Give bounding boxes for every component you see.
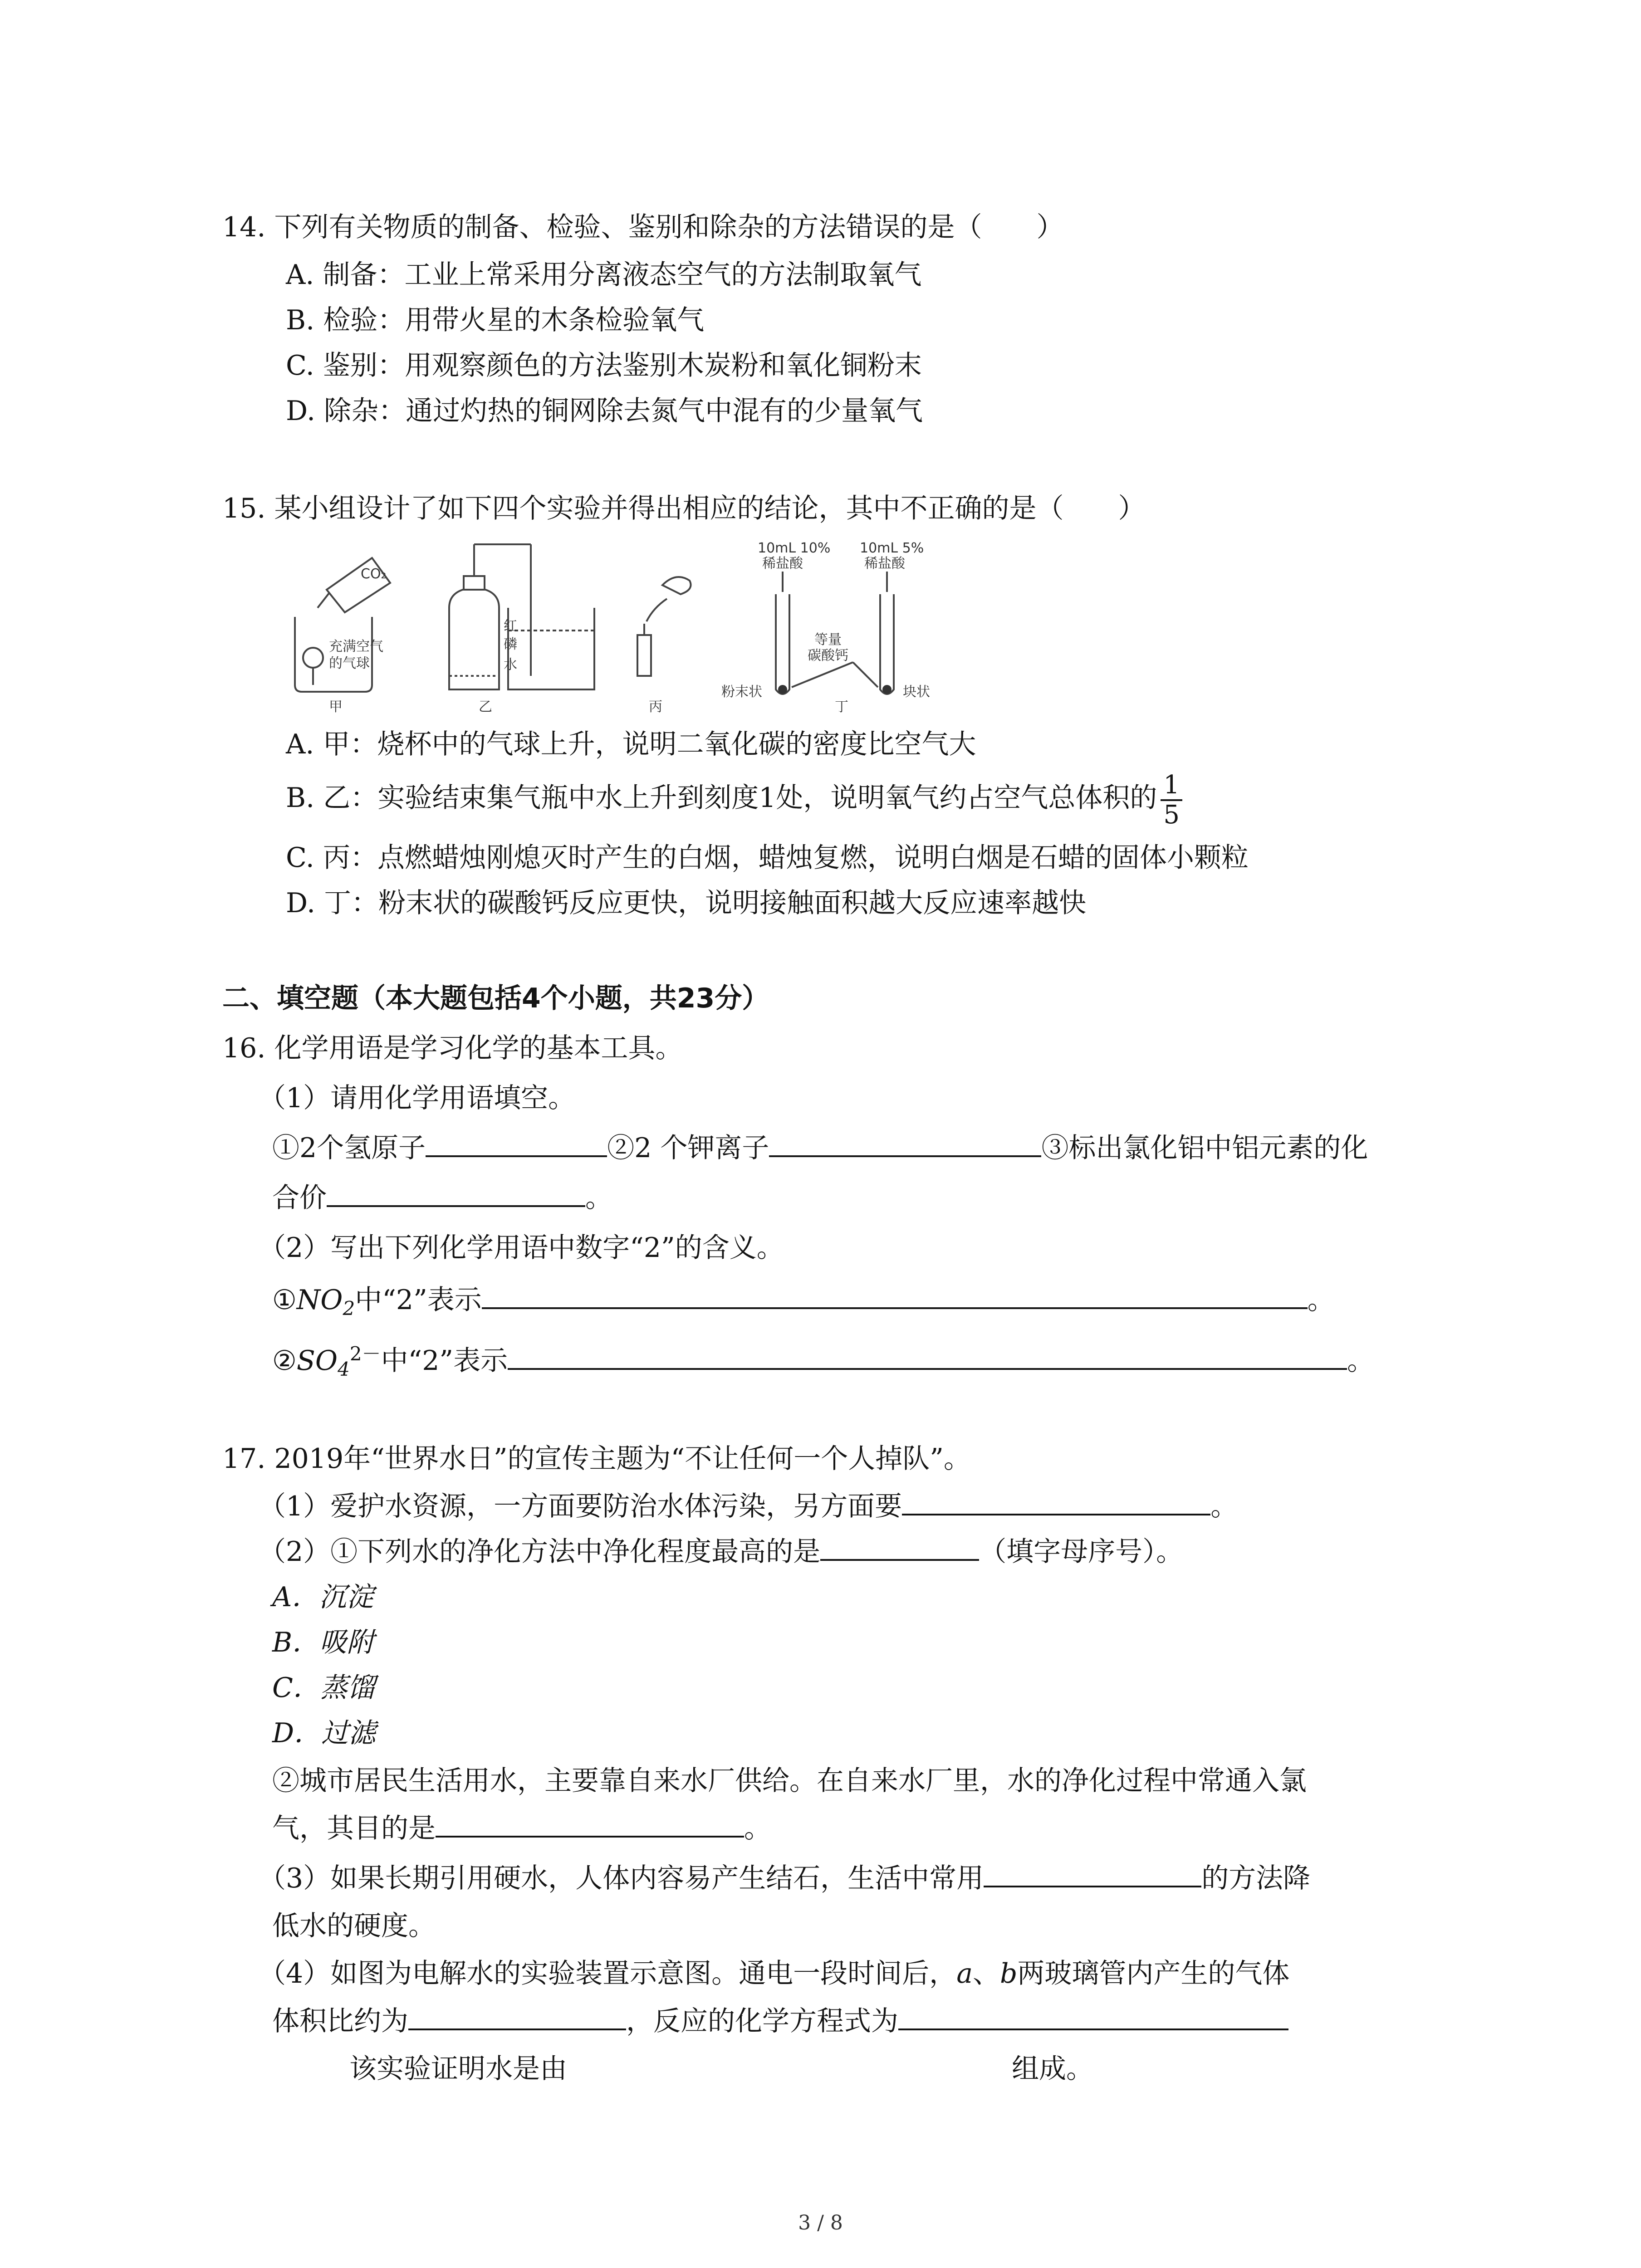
q14-option-b: B. 检验：用带火星的木条检验氧气 — [286, 304, 705, 336]
answer-blank-purification[interactable] — [820, 1536, 979, 1561]
q14-option-c: C. 鉴别：用观察颜色的方法鉴别木炭粉和氧化铜粉末 — [286, 350, 922, 381]
answer-blank-chlorine[interactable] — [436, 1813, 744, 1838]
label-balloon-2: 的气球 — [329, 655, 370, 671]
q17-part-1 — [259, 1490, 1238, 1523]
q14-option-a: A. 制备：工业上常采用分离液态空气的方法制取氧气 — [286, 259, 922, 291]
q17-part-4b-mid: ，反应的化学方程式为 — [626, 2005, 898, 2037]
label-ding: 丁 — [835, 699, 848, 715]
lump-marker — [882, 685, 892, 694]
label-balloon-1: 充满空气 — [329, 639, 383, 655]
q16-no2-line — [272, 1284, 1335, 1320]
q15-option-b-text: B. 乙：实验结束集气瓶中水上升到刻度1处，说明氧气约占空气总体积的 — [286, 782, 1157, 814]
period: 。 — [585, 1182, 612, 1214]
label-powder: 粉末状 — [721, 684, 762, 700]
experiment-illustration — [286, 540, 994, 717]
q17-part-4a-tail: 两玻璃管内产生的气体 — [1017, 1958, 1290, 1989]
label-phos: 磷 — [504, 636, 517, 652]
q17-part-4a-text: （4）如图为电解水的实验装置示意图。通电一段时间后， — [259, 1958, 957, 1989]
label-equal-1: 等量 — [814, 632, 842, 648]
page-number: 3 / 8 — [798, 2211, 843, 2234]
formula-so-charge: 2－ — [349, 1343, 381, 1365]
fraction-denominator: 5 — [1163, 800, 1180, 830]
q17-part-3a-text: （3）如果长期引用硬水，人体内容易产生结石，生活中常用 — [259, 1862, 984, 1894]
q17-option-d: D．过滤 — [272, 1717, 376, 1749]
answer-blank-so4[interactable] — [508, 1345, 1347, 1370]
q17-part-4a — [259, 1957, 1289, 1990]
answer-blank-potassium[interactable] — [769, 1133, 1041, 1157]
q16-part-1: （1）请用化学用语填空。 — [259, 1082, 576, 1114]
period: 。 — [1210, 1491, 1238, 1522]
q16-so4-line — [272, 1343, 1374, 1381]
formula-so: SO — [296, 1345, 338, 1377]
q16-valence-label: 合价 — [272, 1182, 327, 1214]
q15-option-a: A. 甲：烧杯中的气球上升，说明二氧化碳的密度比空气大 — [286, 728, 976, 760]
answer-blank-volume-ratio[interactable] — [408, 2006, 626, 2030]
label-co2: CO₂ — [361, 566, 387, 582]
label-acid2-a: 10mL 5% — [860, 540, 924, 556]
q16-no2-meaning-label: 中“2”表示 — [355, 1284, 482, 1316]
label-bing: 丙 — [649, 699, 662, 715]
answer-blank-water-protection[interactable] — [902, 1491, 1210, 1515]
section-2-heading: 二、填空题（本大题包括4个小题，共23分） — [222, 982, 769, 1014]
separator: 、 — [972, 1958, 1000, 1989]
q17-part-4c-text: 该实验证明水是由 — [349, 2053, 567, 2085]
answer-blank-softening[interactable] — [984, 1863, 1201, 1887]
q16-hydrogen-label: ①2个氢原子 — [272, 1132, 426, 1164]
q14-stem: 14. 下列有关物质的制备、检验、鉴别和除杂的方法错误的是（ ） — [222, 211, 1064, 243]
label-jia: 甲 — [329, 699, 343, 715]
q17-part-1-text: （1）爱护水资源，一方面要防治水体污染，另方面要 — [259, 1491, 902, 1522]
q14-option-d: D. 除杂：通过灼热的铜网除去氮气中混有的少量氧气 — [286, 395, 923, 427]
q17-part-2c-text: 气，其目的是 — [272, 1813, 436, 1844]
q16-aluminium-label: ③标出氯化铝中铝元素的化 — [1041, 1132, 1368, 1164]
q17-part-2c — [272, 1812, 771, 1845]
q17-option-a: A．沉淀 — [272, 1581, 374, 1613]
q17-part-4c-tail: 组成。 — [1012, 2053, 1093, 2085]
formula-no-subscript: 2 — [343, 1297, 355, 1320]
powder-marker — [778, 685, 787, 694]
label-water: 水 — [504, 657, 517, 673]
q17-part-2b: ②城市居民生活用水，主要靠自来水厂供给。在自来水厂里，水的净化过程中常通入氯 — [272, 1765, 1307, 1797]
label-red: 红 — [504, 618, 517, 634]
q15-experiment-figure — [286, 540, 994, 717]
label-acid1-b: 稀盐酸 — [762, 556, 803, 572]
label-equal-2: 碳酸钙 — [808, 648, 848, 664]
q17-option-c: C．蒸馏 — [272, 1672, 375, 1704]
q16-part-2: （2）写出下列化学用语中数字“2”的含义。 — [259, 1232, 784, 1264]
q17-option-b: B．吸附 — [272, 1627, 374, 1658]
answer-blank-equation[interactable] — [898, 2006, 1288, 2030]
q17-part-2-text: （2）①下列水的净化方法中净化程度最高的是 — [259, 1536, 821, 1568]
q16-line-2 — [272, 1182, 612, 1214]
q15-option-c: C. 丙：点燃蜡烛刚熄灭时产生的白烟，蜡烛复燃，说明白烟是石蜡的固体小颗粒 — [286, 842, 1249, 874]
label-yi: 乙 — [479, 699, 492, 715]
formula-so-subscript: 4 — [338, 1358, 350, 1380]
tube-b: b — [999, 1958, 1018, 1989]
period: 。 — [1347, 1345, 1375, 1377]
label-acid2-b: 稀盐酸 — [864, 556, 905, 572]
q15-option-d: D. 丁：粉末状的碳酸钙反应更快，说明接触面积越大反应速率越快 — [286, 887, 1087, 919]
q15-stem: 15. 某小组设计了如下四个实验并得出相应的结论，其中不正确的是（ ） — [222, 493, 1146, 524]
label-acid1-a: 10mL 10% — [758, 540, 831, 556]
label-lump: 块状 — [903, 684, 930, 700]
q16-potassium-label: ②2 个钾离子 — [607, 1132, 769, 1164]
q17-part-2-tail: （填字母序号）。 — [979, 1536, 1184, 1568]
q17-part-3a — [259, 1862, 1310, 1895]
q16-so4-meaning-label: 中“2”表示 — [381, 1345, 508, 1377]
q16-stem: 16. 化学用语是学习化学的基本工具。 — [222, 1032, 683, 1064]
period: 。 — [1307, 1284, 1335, 1316]
q17-stem: 17. 2019年“世界水日”的宣传主题为“不让任何一个人掉队”。 — [222, 1443, 971, 1475]
fraction-numerator: 1 — [1161, 771, 1182, 801]
q16-line-1 — [272, 1132, 1368, 1164]
period: 。 — [744, 1813, 771, 1844]
formula-no: NO — [296, 1284, 343, 1316]
experiment-yi — [449, 544, 594, 689]
answer-blank-valence[interactable] — [327, 1183, 585, 1207]
q15-option-b — [286, 771, 1182, 829]
circle-one: ① — [272, 1284, 297, 1316]
circle-two: ② — [272, 1345, 297, 1377]
q17-part-2 — [259, 1535, 1183, 1568]
fraction-one-fifth — [1161, 771, 1182, 829]
q17-part-3a-tail: 的方法降 — [1201, 1862, 1311, 1894]
q17-part-4c — [349, 2053, 1093, 2085]
q17-part-4b-text: 体积比约为 — [272, 2005, 408, 2037]
q17-part-4b — [272, 2005, 1288, 2038]
q17-part-3b: 低水的硬度。 — [272, 1910, 436, 1942]
answer-blank-no2[interactable] — [482, 1285, 1308, 1309]
tube-a: a — [956, 1958, 973, 1989]
answer-blank-hydrogen[interactable] — [426, 1133, 607, 1157]
experiment-bing — [637, 577, 691, 676]
